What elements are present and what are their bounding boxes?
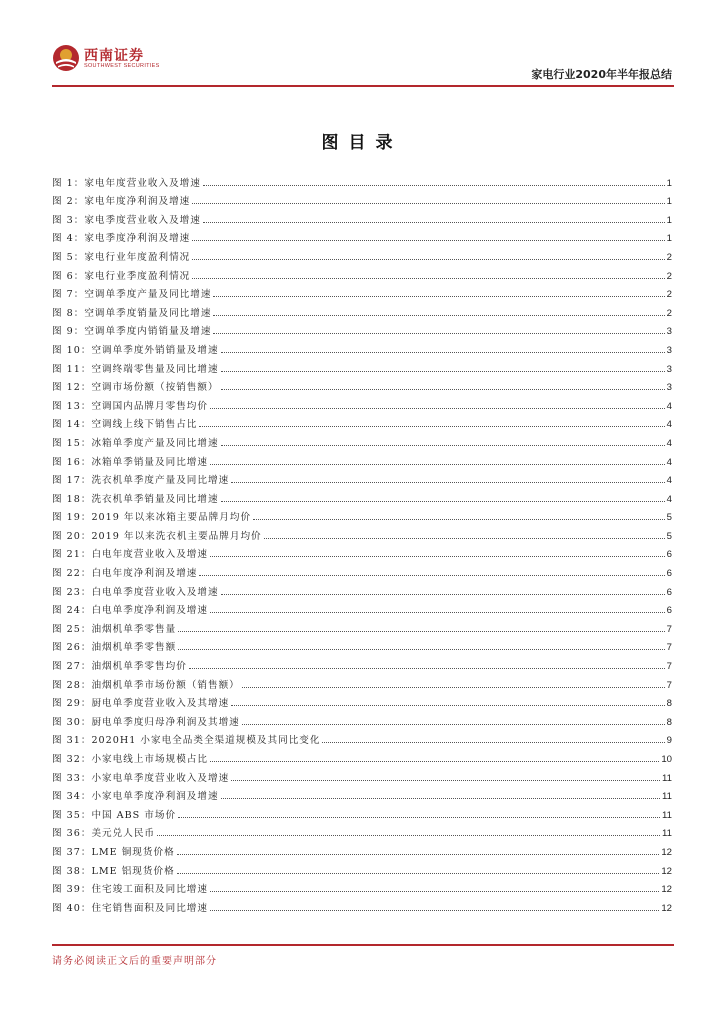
toc-entry-label: 图 39：住宅竣工面积及同比增速 <box>52 884 208 896</box>
toc-entry[interactable] <box>52 486 672 505</box>
toc-entry[interactable] <box>52 635 672 654</box>
toc-entry-label: 图 28：油烟机单季市场份额（销售额） <box>52 679 240 691</box>
toc-entry[interactable] <box>52 746 672 765</box>
toc-entry-page-number: 5 <box>666 530 672 542</box>
toc-entry-label: 图 35：中国 ABS 市场价 <box>52 809 177 821</box>
toc-entry-label: 图 40：住宅销售面积及同比增速 <box>52 902 208 914</box>
toc-dot-leader <box>210 909 659 911</box>
toc-entry-page-number: 11 <box>662 791 672 803</box>
toc-entry[interactable] <box>52 337 672 356</box>
toc-entry[interactable] <box>52 300 672 319</box>
toc-entry-label: 图 29：厨电单季度营业收入及其增速 <box>52 698 230 710</box>
toc-dot-leader <box>157 834 660 836</box>
toc-entry-label: 图 4：家电季度净利润及增速 <box>52 233 191 245</box>
toc-entry[interactable] <box>52 895 672 914</box>
toc-entry-label: 图 37：LME 铜现货价格 <box>52 846 175 858</box>
toc-dot-leader <box>221 444 665 446</box>
toc-entry-page-number: 12 <box>661 884 672 896</box>
page-header <box>52 42 672 86</box>
toc-entry[interactable] <box>52 226 672 245</box>
toc-dot-leader <box>199 425 664 427</box>
toc-entry[interactable] <box>52 709 672 728</box>
toc-dot-leader <box>231 704 664 706</box>
toc-entry[interactable] <box>52 263 672 282</box>
toc-entry-page-number: 2 <box>666 307 672 319</box>
toc-entry-label: 图 23：白电单季度营业收入及增速 <box>52 586 219 598</box>
toc-dot-leader <box>242 686 665 688</box>
toc-entry[interactable] <box>52 784 672 803</box>
toc-entry-page-number: 6 <box>666 549 672 561</box>
toc-entry-page-number: 11 <box>662 828 672 840</box>
toc-entry[interactable] <box>52 319 672 338</box>
toc-entry[interactable] <box>52 672 672 691</box>
toc-entry[interactable] <box>52 765 672 784</box>
toc-entry-label: 图 16：冰箱单季销量及同比增速 <box>52 456 208 468</box>
toc-entry[interactable] <box>52 523 672 542</box>
toc-entry-page-number: 11 <box>662 809 672 821</box>
toc-entry-label: 图 7：空调单季度产量及同比增速 <box>52 289 212 301</box>
toc-entry-label: 图 17：洗衣机单季度产量及同比增速 <box>52 475 230 487</box>
toc-entry-page-number: 6 <box>666 605 672 617</box>
toc-entry-page-number: 7 <box>666 661 672 673</box>
toc-dot-leader <box>210 463 665 465</box>
toc-entry-page-number: 1 <box>666 196 672 208</box>
toc-entry-page-number: 1 <box>666 214 672 226</box>
toc-dot-leader <box>221 797 660 799</box>
toc-entry-label: 图 18：洗衣机单季销量及同比增速 <box>52 493 219 505</box>
figure-table-of-contents <box>52 170 672 914</box>
toc-entry-label: 图 2：家电年度净利润及增速 <box>52 196 191 208</box>
toc-dot-leader <box>192 277 664 279</box>
toc-entry-label: 图 21：白电年度营业收入及增速 <box>52 549 208 561</box>
toc-dot-leader <box>221 500 665 502</box>
toc-entry-label: 图 20：2019 年以来洗衣机主要品牌月均价 <box>52 530 262 542</box>
toc-dot-leader <box>199 574 664 576</box>
toc-entry[interactable] <box>52 244 672 263</box>
toc-entry-label: 图 26：油烟机单季零售额 <box>52 642 177 654</box>
toc-entry-page-number: 7 <box>666 623 672 635</box>
toc-entry-page-number: 1 <box>666 233 672 245</box>
toc-entry-label: 图 13：空调国内品牌月零售均价 <box>52 400 208 412</box>
toc-entry-label: 图 14：空调线上线下销售占比 <box>52 419 198 431</box>
toc-entry-label: 图 36：美元兑人民币 <box>52 828 156 840</box>
toc-entry[interactable] <box>52 282 672 301</box>
toc-entry-label: 图 11：空调终端零售量及同比增速 <box>52 363 219 375</box>
toc-entry-page-number: 3 <box>666 363 672 375</box>
toc-dot-leader <box>231 481 664 483</box>
toc-entry-page-number: 6 <box>666 568 672 580</box>
toc-dot-leader <box>253 518 665 520</box>
toc-dot-leader <box>264 537 665 539</box>
toc-entry[interactable] <box>52 430 672 449</box>
toc-entry-page-number: 4 <box>666 456 672 468</box>
toc-entry-label: 图 34：小家电单季度净利润及增速 <box>52 791 219 803</box>
toc-dot-leader <box>322 741 664 743</box>
toc-dot-leader <box>213 332 664 334</box>
toc-entry[interactable] <box>52 412 672 431</box>
toc-entry-page-number: 12 <box>661 846 672 858</box>
toc-entry-page-number: 3 <box>666 326 672 338</box>
toc-entry[interactable] <box>52 877 672 896</box>
toc-entry-label: 图 25：油烟机单季零售量 <box>52 623 177 635</box>
toc-entry[interactable] <box>52 393 672 412</box>
toc-entry-page-number: 2 <box>666 251 672 263</box>
toc-entry[interactable] <box>52 449 672 468</box>
toc-entry-label: 图 24：白电单季度净利润及增速 <box>52 605 208 617</box>
toc-entry[interactable] <box>52 839 672 858</box>
toc-entry-page-number: 11 <box>662 772 672 784</box>
toc-entry[interactable] <box>52 560 672 579</box>
toc-entry[interactable] <box>52 728 672 747</box>
toc-entry-label: 图 12：空调市场份额（按销售额） <box>52 382 219 394</box>
logo-icon <box>52 44 80 72</box>
toc-dot-leader <box>213 314 664 316</box>
logo-chinese-name: 西南证券 <box>84 48 144 64</box>
toc-entry[interactable] <box>52 170 672 189</box>
toc-entry-page-number: 3 <box>666 344 672 356</box>
toc-entry[interactable] <box>52 691 672 710</box>
toc-entry-page-number: 2 <box>666 289 672 301</box>
toc-dot-leader <box>177 853 660 855</box>
toc-dot-leader <box>177 872 660 874</box>
header-divider <box>52 85 674 87</box>
toc-dot-leader <box>221 388 665 390</box>
toc-entry-label: 图 15：冰箱单季度产量及同比增速 <box>52 437 219 449</box>
toc-dot-leader <box>221 351 665 353</box>
toc-entry-label: 图 27：油烟机单季零售均价 <box>52 661 187 673</box>
toc-entry-label: 图 5：家电行业年度盈利情况 <box>52 251 191 263</box>
toc-entry[interactable] <box>52 653 672 672</box>
toc-entry-page-number: 4 <box>666 437 672 449</box>
toc-entry-label: 图 33：小家电单季度营业收入及增速 <box>52 772 230 784</box>
toc-entry-label: 图 1：家电年度营业收入及增速 <box>52 177 201 189</box>
toc-entry[interactable] <box>52 375 672 394</box>
toc-dot-leader <box>210 407 665 409</box>
toc-entry-label: 图 32：小家电线上市场规模占比 <box>52 754 208 765</box>
toc-dot-leader <box>210 555 665 557</box>
toc-entry-page-number: 5 <box>666 512 672 524</box>
toc-entry-page-number: 6 <box>666 586 672 598</box>
toc-entry[interactable] <box>52 207 672 226</box>
toc-dot-leader <box>210 611 665 613</box>
toc-entry-page-number: 12 <box>661 902 672 914</box>
toc-entry-page-number: 1 <box>666 177 672 189</box>
toc-dot-leader <box>192 239 664 241</box>
logo-english-name: SOUTHWEST SECURITIES <box>84 63 160 69</box>
toc-entry-label: 图 10：空调单季度外销销量及增速 <box>52 344 219 356</box>
toc-dot-leader <box>203 221 665 223</box>
toc-dot-leader <box>210 890 659 892</box>
toc-entry[interactable] <box>52 579 672 598</box>
toc-entry-page-number: 4 <box>666 419 672 431</box>
toc-entry[interactable] <box>52 821 672 840</box>
toc-entry[interactable] <box>52 542 672 561</box>
toc-entry[interactable] <box>52 616 672 635</box>
toc-entry-page-number: 2 <box>666 270 672 282</box>
toc-entry-page-number: 4 <box>666 475 672 487</box>
toc-entry-page-number: 7 <box>666 642 672 654</box>
toc-entry-page-number: 8 <box>666 716 672 728</box>
toc-entry-label: 图 9：空调单季度内销销量及增速 <box>52 326 212 338</box>
toc-entry-label: 图 38：LME 铝现货价格 <box>52 865 175 877</box>
toc-entry-page-number: 4 <box>666 400 672 412</box>
toc-dot-leader <box>203 184 665 186</box>
toc-dot-leader <box>192 258 664 260</box>
toc-entry[interactable] <box>52 505 672 524</box>
toc-dot-leader <box>178 630 664 632</box>
toc-entry-label: 图 30：厨电单季度归母净利润及其增速 <box>52 716 240 728</box>
toc-dot-leader <box>213 295 664 297</box>
toc-entry-label: 图 6：家电行业季度盈利情况 <box>52 270 191 282</box>
toc-entry-label: 图 19：2019 年以来冰箱主要品牌月均价 <box>52 512 252 524</box>
company-logo <box>52 42 192 76</box>
toc-entry-page-number: 12 <box>661 865 672 877</box>
page-title: 图目录 <box>321 133 403 153</box>
toc-entry[interactable] <box>52 468 672 487</box>
toc-dot-leader <box>178 816 660 818</box>
toc-entry[interactable] <box>52 356 672 375</box>
toc-entry-page-number: 10 <box>661 754 672 765</box>
toc-dot-leader <box>231 779 660 781</box>
footer-disclaimer: 请务必阅读正文后的重要声明部分 <box>52 956 217 967</box>
toc-dot-leader <box>221 370 665 372</box>
toc-entry-label: 图 22：白电年度净利润及增速 <box>52 568 198 580</box>
toc-entry-label: 图 8：空调单季度销量及同比增速 <box>52 307 212 319</box>
toc-entry[interactable] <box>52 858 672 877</box>
toc-entry-page-number: 3 <box>666 382 672 394</box>
toc-entry-page-number: 7 <box>666 679 672 691</box>
toc-dot-leader <box>189 667 665 669</box>
toc-entry-label: 图 3：家电季度营业收入及增速 <box>52 214 201 226</box>
report-title: 家电行业2020年半年报总结 <box>531 68 672 81</box>
toc-dot-leader <box>210 760 659 762</box>
toc-dot-leader <box>178 648 664 650</box>
toc-dot-leader <box>192 202 664 204</box>
footer-divider <box>52 944 674 946</box>
toc-entry[interactable] <box>52 598 672 617</box>
toc-dot-leader <box>221 593 665 595</box>
toc-entry[interactable] <box>52 189 672 208</box>
toc-entry-page-number: 9 <box>666 735 672 747</box>
toc-dot-leader <box>242 723 665 725</box>
toc-entry-page-number: 4 <box>666 493 672 505</box>
toc-entry-page-number: 8 <box>666 698 672 710</box>
toc-entry-label: 图 31：2020H1 小家电全品类全渠道规模及其同比变化 <box>52 735 321 747</box>
toc-entry[interactable] <box>52 802 672 821</box>
